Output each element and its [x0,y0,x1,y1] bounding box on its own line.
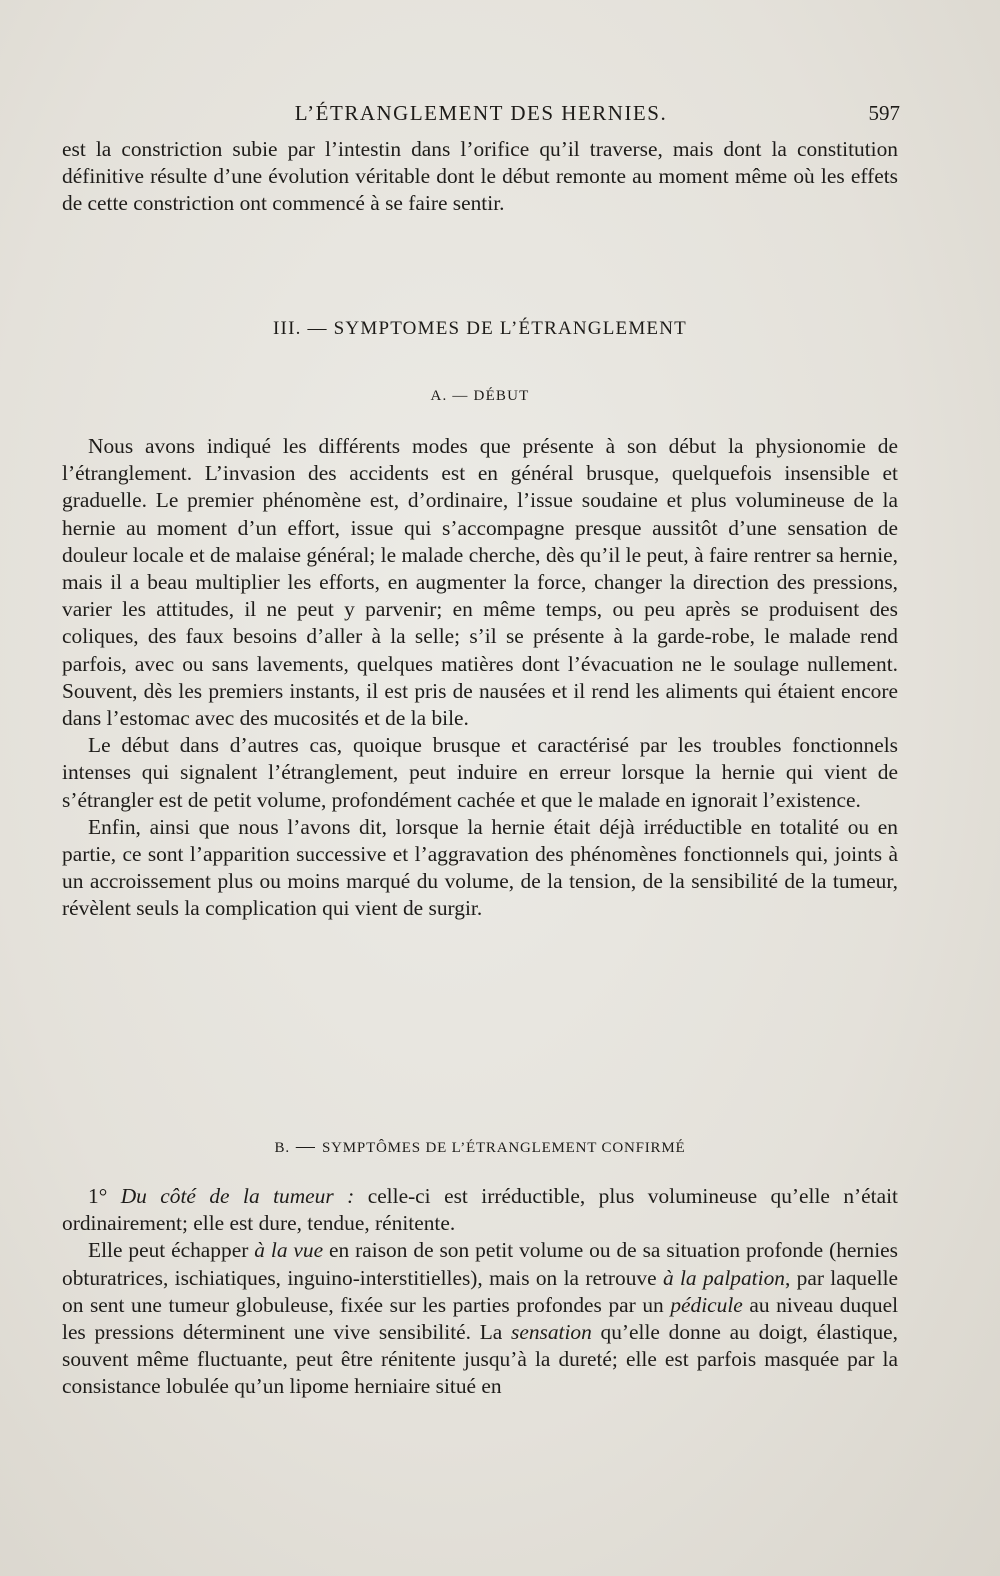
page-number: 597 [868,101,900,125]
item-text: celle-ci est irréductible, plus volumineuse qu’elle n’était ordinairement; elle est dure, tendue, rénitente. [62,1184,898,1236]
text-run: au niveau duquel les pressions déterminent une vive sensibilité. La [62,1292,899,1345]
subsection-heading-b [62,1136,898,1158]
subsection-b-title: SYMPTÔMES DE L’ÉTRANGLEMENT CONFIRMÉ [322,1140,686,1156]
item-label: Du côté de la tumeur : [120,1184,355,1208]
page-header [62,101,900,131]
italic-run: à la vue [254,1238,324,1263]
tumeur-paragraph [62,1183,898,1237]
text-run: , par laquelle on sent une tumeur globuleuse, fixée sur les parties profondes par un [62,1265,899,1317]
text-run: en raison de son petit volume ou de sa situation profonde (hernies obturatrices, ischiatiques, inguino-interstitielles), mais on la retrouve [62,1238,898,1290]
debut-paragraph: Nous avons indiqué les différents modes que présente à son début la physionomie de l’étranglement. L’invasion des accidents est en général brusque, quelquefois insensible et graduelle. Le premier phénomène est, d’ordinaire, l’issue soudaine et plus volumineuse de la hernie au moment d’un effort, issue qui s’accompagne presque aussitôt d’une sensation de douleur locale et de malaise général; le malade cherche, dès qu’il le peut, à faire rentrer sa hernie, mais il a beau multiplier les efforts, en augmenter la force, changer la direction des pressions, varier les attitudes, il ne peut y parvenir; en même temps, ou peu après se produisent des coliques, des faux besoins d’aller à la selle; s’il se présente à la garde-robe, le malade rend parfois, avec ou sans lavements, quelques matières dont l’évacuation ne le soulage nullement. Souvent, dès les premiers instants, il est pris de nausées et il rend les aliments qui étaient encore dans l’estomac avec des mucosités et de la bile. [62,434,898,731]
debut-paragraph: Le début dans d’autres cas, quoique brusque et caractérisé par les troubles fonctionnels intenses qui signalent l’étranglement, peut induire en erreur lorsque la hernie qui vient de s’étrangler est de petit volume, profondément cachée et que le malade en ignorait l’existence. [62,733,898,812]
confirmed-section [62,1183,898,1401]
debut-section [62,433,898,923]
italic-run: pédicule [670,1292,743,1317]
text-run: Elle peut échapper [88,1238,255,1263]
subsection-b-dash: — [289,1136,323,1157]
running-title: L’ÉTRANGLEMENT DES HERNIES. [294,101,668,125]
debut-paragraph: Enfin, ainsi que nous l’avons dit, lorsque la hernie était déjà irréductible en totalité ou en partie, ce sont l’apparition successive et l’aggravation des phénomènes fonctionnels qui, joints à un accroissement plus ou moins marqué du volume, de la tension, de la sensibilité de la tumeur, révèlent seuls la complication qui vient de surgir. [62,814,898,921]
italic-run: sensation [511,1320,592,1345]
italic-run: à la palpation [662,1265,785,1290]
continuation-block [62,136,898,218]
item-number: 1° [88,1184,108,1208]
palpation-paragraph [62,1237,898,1400]
section-heading: III. — SYMPTOMES DE L’ÉTRANGLEMENT [273,318,687,339]
text-run: qu’elle donne au doigt, élastique, souvent même fluctuante, peut être rénitente jusqu’à la dureté; elle est parfois masquée par la consistance lobulée qu’un lipome herniaire situé en [62,1320,898,1399]
subsection-b-letter: B. [274,1140,290,1156]
continuation-paragraph: est la constriction subie par l’intestin dans l’orifice qu’il traverse, mais dont la constitution définitive résulte d’une évolution véritable dont le début remonte au moment même où les effets de cette constriction ont commencé à se faire sentir. [62,137,898,216]
subsection-heading-a: A. — DÉBUT [430,388,530,404]
